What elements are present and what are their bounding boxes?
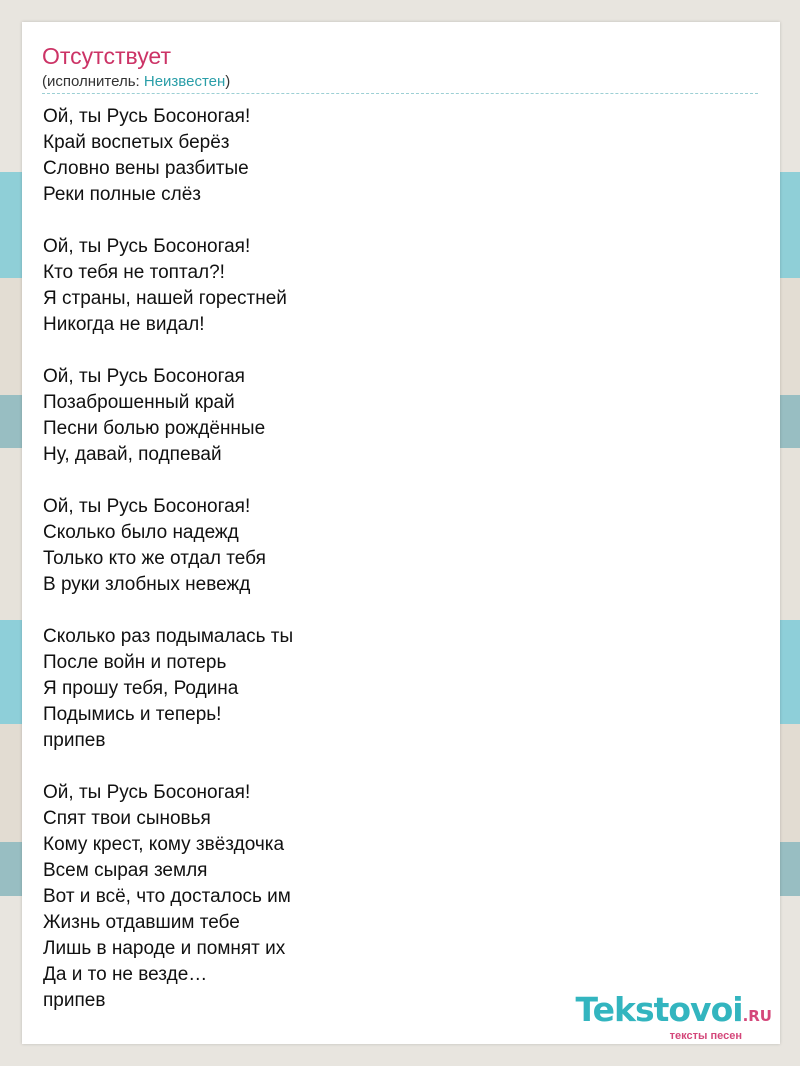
lyrics-text xyxy=(43,104,743,1014)
lyrics-card xyxy=(22,22,780,1044)
lyrics-line: припев xyxy=(43,990,106,1011)
lyrics-line: Кому крест, кому звёздочка xyxy=(43,834,285,855)
lyrics-line: Ой, ты Русь Босоногая xyxy=(43,366,245,387)
lyrics-line: Подымись и теперь! xyxy=(43,704,222,725)
artist-suffix: ) xyxy=(225,73,231,90)
lyrics-line: Жизнь отдавшим тебе xyxy=(43,912,240,933)
lyrics-line: После войн и потерь xyxy=(43,652,227,673)
lyrics-blank-line xyxy=(43,468,743,494)
lyrics-blank-line xyxy=(43,208,743,234)
lyrics-line: Ой, ты Русь Босоногая! xyxy=(43,496,251,517)
lyrics-line: Кто тебя не топтал?! xyxy=(43,262,225,283)
logo-tld: .RU xyxy=(742,1007,772,1025)
artist-line xyxy=(42,72,230,92)
lyrics-line: Реки полные слёз xyxy=(43,184,201,205)
lyrics-line: Я прошу тебя, Родина xyxy=(43,678,239,699)
header-divider xyxy=(42,93,758,94)
lyrics-line: Всем сырая земля xyxy=(43,860,208,881)
site-logo[interactable] xyxy=(576,992,772,1042)
lyrics-line: Ой, ты Русь Босоногая! xyxy=(43,236,251,257)
lyrics-line: Только кто же отдал тебя xyxy=(43,548,266,569)
lyrics-line: В руки злобных невежд xyxy=(43,574,251,595)
artist-link[interactable]: Неизвестен xyxy=(143,73,226,90)
lyrics-line: Сколько раз подымалась ты xyxy=(43,626,294,647)
lyrics-line: Лишь в народе и помнят их xyxy=(43,938,286,959)
artist-prefix: (исполнитель: xyxy=(42,73,144,90)
lyrics-line: Никогда не видал! xyxy=(43,314,205,335)
song-title: Отсутствует xyxy=(42,43,171,69)
lyrics-line: Спят твои сыновья xyxy=(43,808,211,829)
lyrics-line: Вот и всё, что досталось им xyxy=(43,886,291,907)
lyrics-line: Край воспетых берёз xyxy=(43,132,230,153)
lyrics-line: Сколько было надежд xyxy=(43,522,239,543)
lyrics-line: Песни болью рождённые xyxy=(43,418,266,439)
lyrics-line: Я страны, нашей горестней xyxy=(43,288,287,309)
lyrics-line: Да и то не везде… xyxy=(43,964,208,985)
lyrics-line: Ой, ты Русь Босоногая! xyxy=(43,782,251,803)
lyrics-blank-line xyxy=(43,754,743,780)
lyrics-line: припев xyxy=(43,730,106,751)
lyrics-blank-line xyxy=(43,598,743,624)
lyrics-line: Ой, ты Русь Босоногая! xyxy=(43,106,251,127)
logo-wordmark: Tekstovoi xyxy=(575,990,743,1029)
lyrics-line: Позаброшенный край xyxy=(43,392,235,413)
logo-tagline: тексты песен xyxy=(669,1030,742,1042)
lyrics-line: Ну, давай, подпевай xyxy=(43,444,222,465)
lyrics-line: Словно вены разбитые xyxy=(43,158,249,179)
lyrics-blank-line xyxy=(43,338,743,364)
